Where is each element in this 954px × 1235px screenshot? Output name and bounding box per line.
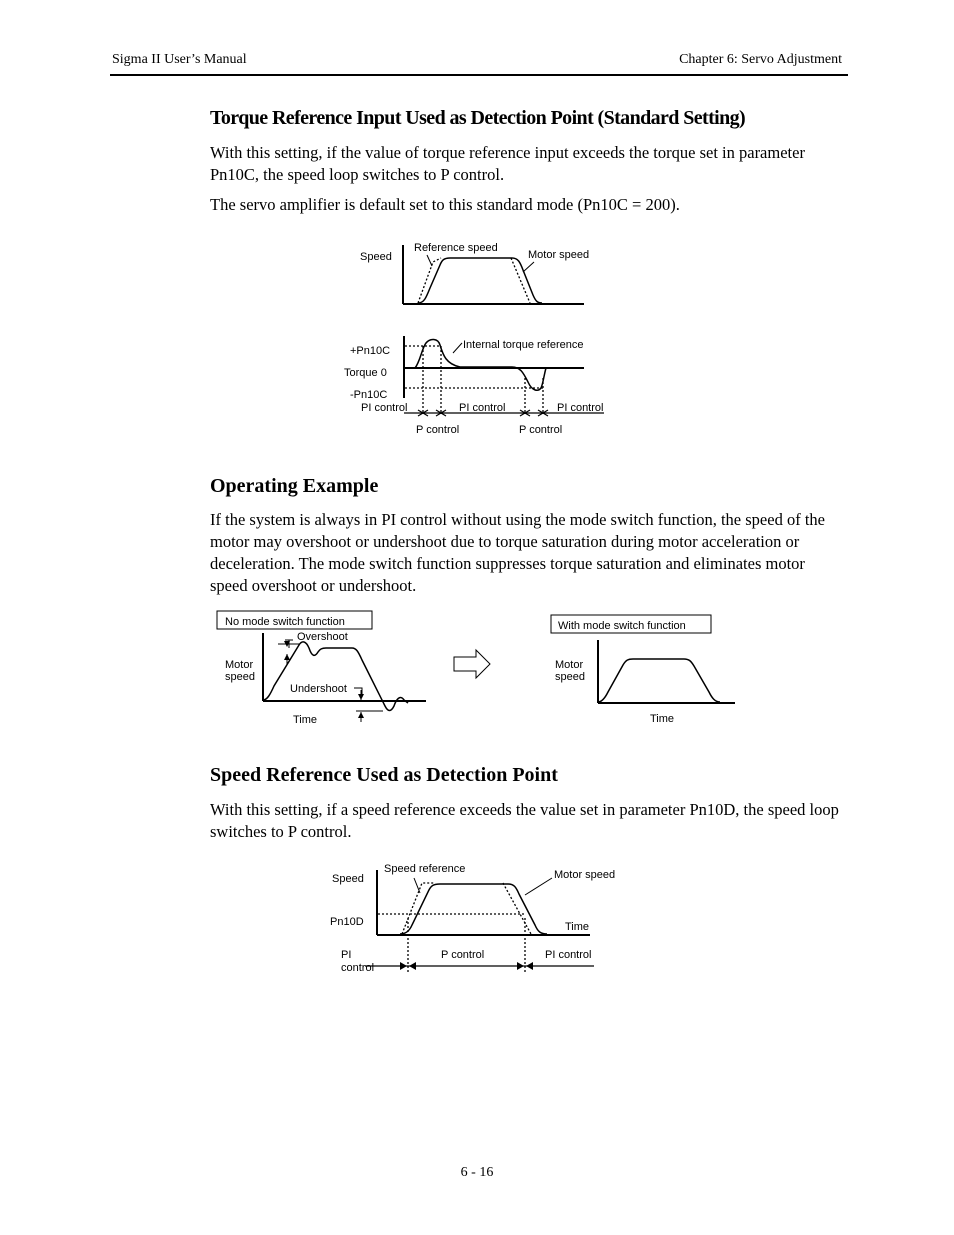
operating-example-diagram [0,600,954,740]
speed-axis-label: Speed [360,251,392,263]
internal-torque-reference-label: Internal torque reference [463,339,584,351]
speed-reference-label: Speed reference [384,863,466,875]
with-mode-switch-label: With mode switch function [558,620,686,632]
torque-zero-label: Torque 0 [344,367,387,379]
time-label-left: Time [293,714,318,726]
plus-pn10c-label: +Pn10C [350,345,391,357]
right-arrow-icon [454,650,490,678]
time-label-2: Time [565,921,590,933]
minus-pn10c-label: -Pn10C [350,389,388,401]
header-manual-title: Sigma II User’s Manual [112,52,247,67]
torque-detection-diagram [0,0,954,460]
overshoot-label: Overshoot [297,631,348,643]
pi-label: PI [341,949,352,961]
time-label-right: Time [650,713,675,725]
header-chapter-title: Chapter 6: Servo Adjustment [679,52,842,67]
pi-control-label-4: PI control [545,949,592,961]
paragraph-speed-reference: With this setting, if a speed reference exceeds the value set in parameter Pn10D, the speed loop switches to P control. [210,800,839,841]
p-control-label-2: P control [519,424,563,436]
section-title-speed-reference: Speed Reference Used as Detection Point [210,764,558,786]
section-title-torque-reference: Torque Reference Input Used as Detection Point (Standard Setting) [210,107,746,129]
control-label: control [341,962,375,974]
speed-detection-diagram [0,850,954,980]
p-control-label-3: P control [441,949,485,961]
paragraph-default-mode: The servo amplifier is default set to this standard mode (Pn10C = 200). [210,195,680,214]
pi-control-label-2: PI control [459,402,506,414]
p-control-label-1: P control [416,424,460,436]
section-title-operating-example: Operating Example [210,475,379,497]
motor-label-left: Motor [225,659,254,671]
pi-control-label-1: PI control [361,402,408,414]
no-mode-switch-label: No mode switch function [225,616,345,628]
speed-label-right: speed [555,671,585,683]
speed-axis-label-2: Speed [332,873,364,885]
pn10d-label: Pn10D [330,916,364,928]
paragraph-operating-example: If the system is always in PI control without using the mode switch function, the speed of the motor may overshoot or undershoot due to torque saturation during motor acceleration or deceleration. The mode switch function suppresses torque saturation and eliminates motor speed overshoot or undershoot. [210,510,825,595]
motor-speed-label: Motor speed [528,249,590,261]
speed-label-left: speed [225,671,255,683]
motor-speed-label-2: Motor speed [554,869,616,881]
pi-control-label-3: PI control [557,402,604,414]
motor-label-right: Motor [555,659,584,671]
reference-speed-label: Reference speed [414,242,498,254]
page-number: 6 - 16 [460,1165,494,1180]
undershoot-label: Undershoot [290,683,347,695]
paragraph-torque-setting: With this setting, if the value of torque reference input exceeds the torque set in parameter Pn10C, the speed loop switches to P control. [210,143,805,184]
